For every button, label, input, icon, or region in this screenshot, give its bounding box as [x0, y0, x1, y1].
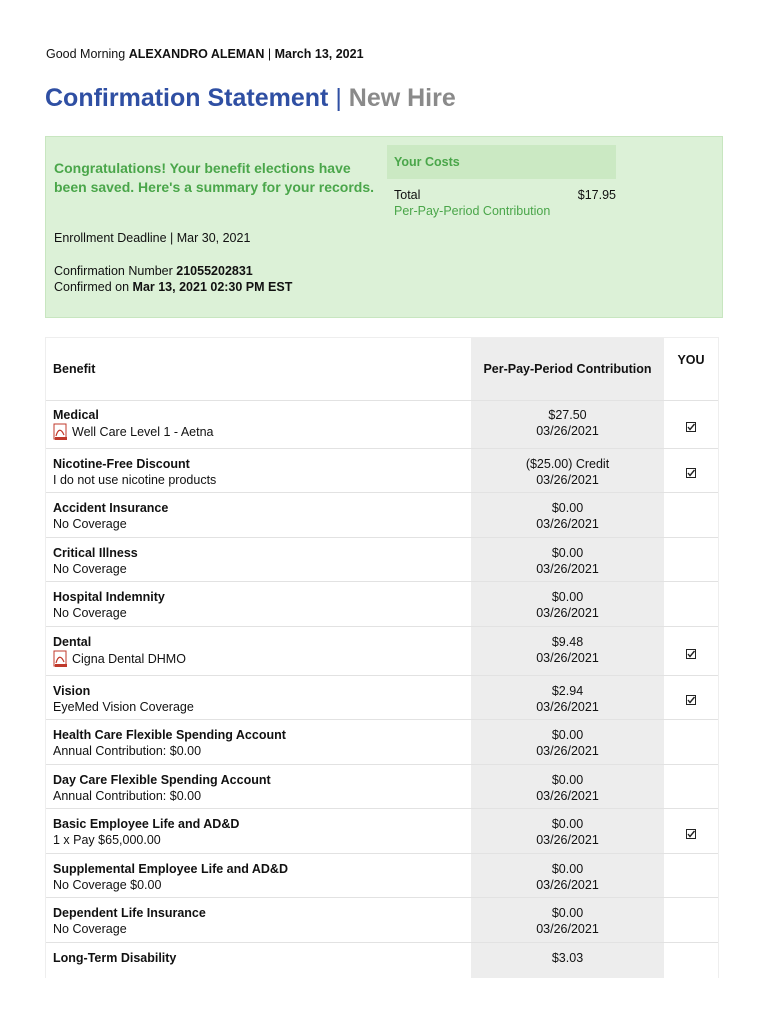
contribution-amount: $27.50 — [548, 408, 587, 422]
benefit-plan-text: No Coverage $0.00 — [53, 878, 162, 892]
benefit-description — [53, 743, 286, 759]
confirmation-details — [54, 263, 292, 295]
benefit-plan-text: EyeMed Vision Coverage — [53, 700, 194, 714]
contribution-date: 03/26/2021 — [536, 562, 599, 576]
contribution-cell — [471, 589, 664, 621]
benefit-cell — [53, 727, 286, 759]
your-costs-heading: Your Costs — [387, 145, 616, 179]
confirmed-on-value: Mar 13, 2021 02:30 PM EST — [132, 280, 293, 294]
contribution-cell — [471, 861, 664, 893]
table-row — [46, 898, 718, 943]
checkmark-icon — [686, 465, 696, 475]
table-row — [46, 627, 718, 676]
table-row — [46, 943, 718, 978]
table-row — [46, 765, 718, 809]
contribution-date: 03/26/2021 — [536, 424, 599, 438]
benefit-plan-text: I do not use nicotine products — [53, 473, 217, 487]
you-cell — [664, 465, 718, 483]
contribution-date: 03/26/2021 — [536, 606, 599, 620]
benefit-name: Vision — [53, 684, 91, 698]
contribution-date: 03/26/2021 — [536, 744, 599, 758]
benefit-name: Long-Term Disability — [53, 951, 177, 965]
checkmark-icon — [686, 419, 696, 429]
benefit-description — [53, 561, 138, 577]
table-row — [46, 809, 718, 854]
contribution-date: 03/26/2021 — [536, 517, 599, 531]
table-row — [46, 493, 718, 538]
enrollment-deadline: Enrollment Deadline | Mar 30, 2021 — [54, 231, 251, 245]
benefit-name: Dependent Life Insurance — [53, 906, 206, 920]
table-row — [46, 676, 718, 720]
contribution-cell — [471, 772, 664, 804]
greeting-prefix: Good Morning — [46, 47, 126, 61]
user-name: ALEXANDRO ALEMAN — [128, 47, 265, 61]
benefits-table — [45, 337, 719, 978]
benefit-name: Dental — [53, 635, 92, 649]
page-title-separator: | — [335, 84, 342, 112]
header-benefit: Benefit — [53, 362, 96, 376]
benefit-plan-text: No Coverage — [53, 606, 127, 620]
benefit-name: Supplemental Employee Life and AD&D — [53, 862, 288, 876]
table-row — [46, 582, 718, 627]
contribution-amount: ($25.00) Credit — [525, 457, 610, 471]
benefit-cell — [53, 772, 271, 804]
contribution-amount: $2.94 — [551, 684, 584, 698]
benefit-cell — [53, 816, 239, 848]
benefit-description — [53, 832, 239, 848]
benefit-name: Nicotine-Free Discount — [53, 457, 190, 471]
benefit-name: Hospital Indemnity — [53, 590, 165, 604]
you-cell — [664, 419, 718, 437]
total-amount: $17.95 — [577, 188, 616, 202]
benefit-cell — [53, 589, 165, 621]
congratulations-message: Congratulations! Your benefit elections have been saved. Here's a summary for your records. — [54, 160, 375, 195]
contribution-cell — [471, 500, 664, 532]
you-cell — [664, 646, 718, 664]
header-contribution: Per-Pay-Period Contribution — [483, 362, 652, 376]
page-title-sub: New Hire — [348, 84, 456, 112]
table-body — [46, 400, 718, 978]
benefit-name: Basic Employee Life and AD&D — [53, 817, 240, 831]
you-cell — [664, 826, 718, 844]
contribution-date: 03/26/2021 — [536, 789, 599, 803]
per-pay-period-label: Per-Pay-Period Contribution — [394, 204, 551, 218]
contribution-amount: $0.00 — [551, 773, 584, 787]
contribution-date: 03/26/2021 — [536, 700, 599, 714]
benefit-cell — [53, 950, 176, 966]
pdf-icon[interactable] — [53, 423, 69, 441]
contribution-cell — [471, 683, 664, 715]
confirmation-summary — [45, 136, 723, 318]
benefit-cell — [53, 500, 168, 532]
contribution-amount: $0.00 — [551, 906, 584, 920]
benefit-cell — [53, 407, 214, 441]
contribution-amount: $9.48 — [551, 635, 584, 649]
benefit-cell — [53, 683, 194, 715]
benefit-description — [53, 788, 271, 804]
benefit-cell — [53, 456, 216, 488]
contribution-date: 03/26/2021 — [536, 473, 599, 487]
greeting-separator: | — [267, 47, 272, 61]
benefit-plan-text: Annual Contribution: $0.00 — [53, 744, 202, 758]
contribution-date: 03/26/2021 — [536, 833, 599, 847]
benefit-cell — [53, 545, 138, 577]
contribution-date: 03/26/2021 — [536, 878, 599, 892]
costs-total-row — [394, 188, 616, 202]
table-row — [46, 400, 718, 449]
benefit-plan-text: Well Care Level 1 - Aetna — [72, 425, 214, 439]
benefit-plan-text: No Coverage — [53, 922, 127, 936]
benefit-plan-text: Annual Contribution: $0.00 — [53, 789, 202, 803]
contribution-cell — [471, 456, 664, 488]
table-row — [46, 854, 718, 898]
benefit-name: Critical Illness — [53, 546, 138, 560]
benefit-description — [53, 605, 165, 621]
confirmation-number-label: Confirmation Number — [54, 264, 173, 278]
benefit-name: Accident Insurance — [53, 501, 169, 515]
greeting-line — [46, 47, 364, 61]
contribution-amount: $0.00 — [551, 590, 584, 604]
benefit-plan-text: 1 x Pay $65,000.00 — [53, 833, 161, 847]
page-title-main: Confirmation Statement — [45, 84, 329, 112]
checkmark-icon — [686, 646, 696, 656]
total-label: Total — [394, 188, 421, 202]
contribution-cell — [471, 905, 664, 937]
contribution-cell — [471, 545, 664, 577]
benefit-cell — [53, 634, 186, 668]
you-cell — [664, 692, 718, 710]
benefit-plan-text: No Coverage — [53, 517, 127, 531]
contribution-date: 03/26/2021 — [536, 651, 599, 665]
table-header — [46, 338, 718, 401]
benefit-description — [53, 877, 288, 893]
pdf-icon[interactable] — [53, 650, 69, 668]
benefit-name: Health Care Flexible Spending Account — [53, 728, 286, 742]
contribution-date: 03/26/2021 — [536, 922, 599, 936]
benefit-description[interactable] — [53, 650, 186, 668]
contribution-cell — [471, 816, 664, 848]
contribution-cell — [471, 950, 664, 966]
benefit-description — [53, 699, 194, 715]
benefit-plan-text: No Coverage — [53, 562, 127, 576]
confirmation-number: 21055202831 — [176, 264, 253, 278]
contribution-cell — [471, 634, 664, 666]
benefit-description — [53, 472, 216, 488]
contribution-amount: $0.00 — [551, 862, 584, 876]
benefit-name: Day Care Flexible Spending Account — [53, 773, 271, 787]
table-row — [46, 538, 718, 582]
benefit-description — [53, 516, 168, 532]
contribution-amount: $0.00 — [551, 728, 584, 742]
benefit-cell — [53, 905, 206, 937]
contribution-amount: $0.00 — [551, 546, 584, 560]
benefit-cell — [53, 861, 288, 893]
benefit-description[interactable] — [53, 423, 214, 441]
benefit-description — [53, 921, 206, 937]
header-you: YOU — [677, 353, 705, 367]
contribution-amount: $3.03 — [551, 951, 584, 965]
benefit-name: Medical — [53, 408, 99, 422]
page-title — [45, 84, 456, 113]
table-row — [46, 720, 718, 765]
contribution-cell — [471, 727, 664, 759]
checkmark-icon — [686, 826, 696, 836]
benefit-plan-text: Cigna Dental DHMO — [72, 652, 186, 666]
contribution-amount: $0.00 — [551, 501, 584, 515]
contribution-amount: $0.00 — [551, 817, 584, 831]
contribution-cell — [471, 407, 664, 439]
checkmark-icon — [686, 692, 696, 702]
table-row — [46, 449, 718, 493]
greeting-date: March 13, 2021 — [274, 47, 364, 61]
confirmed-on-label: Confirmed on — [54, 280, 130, 294]
